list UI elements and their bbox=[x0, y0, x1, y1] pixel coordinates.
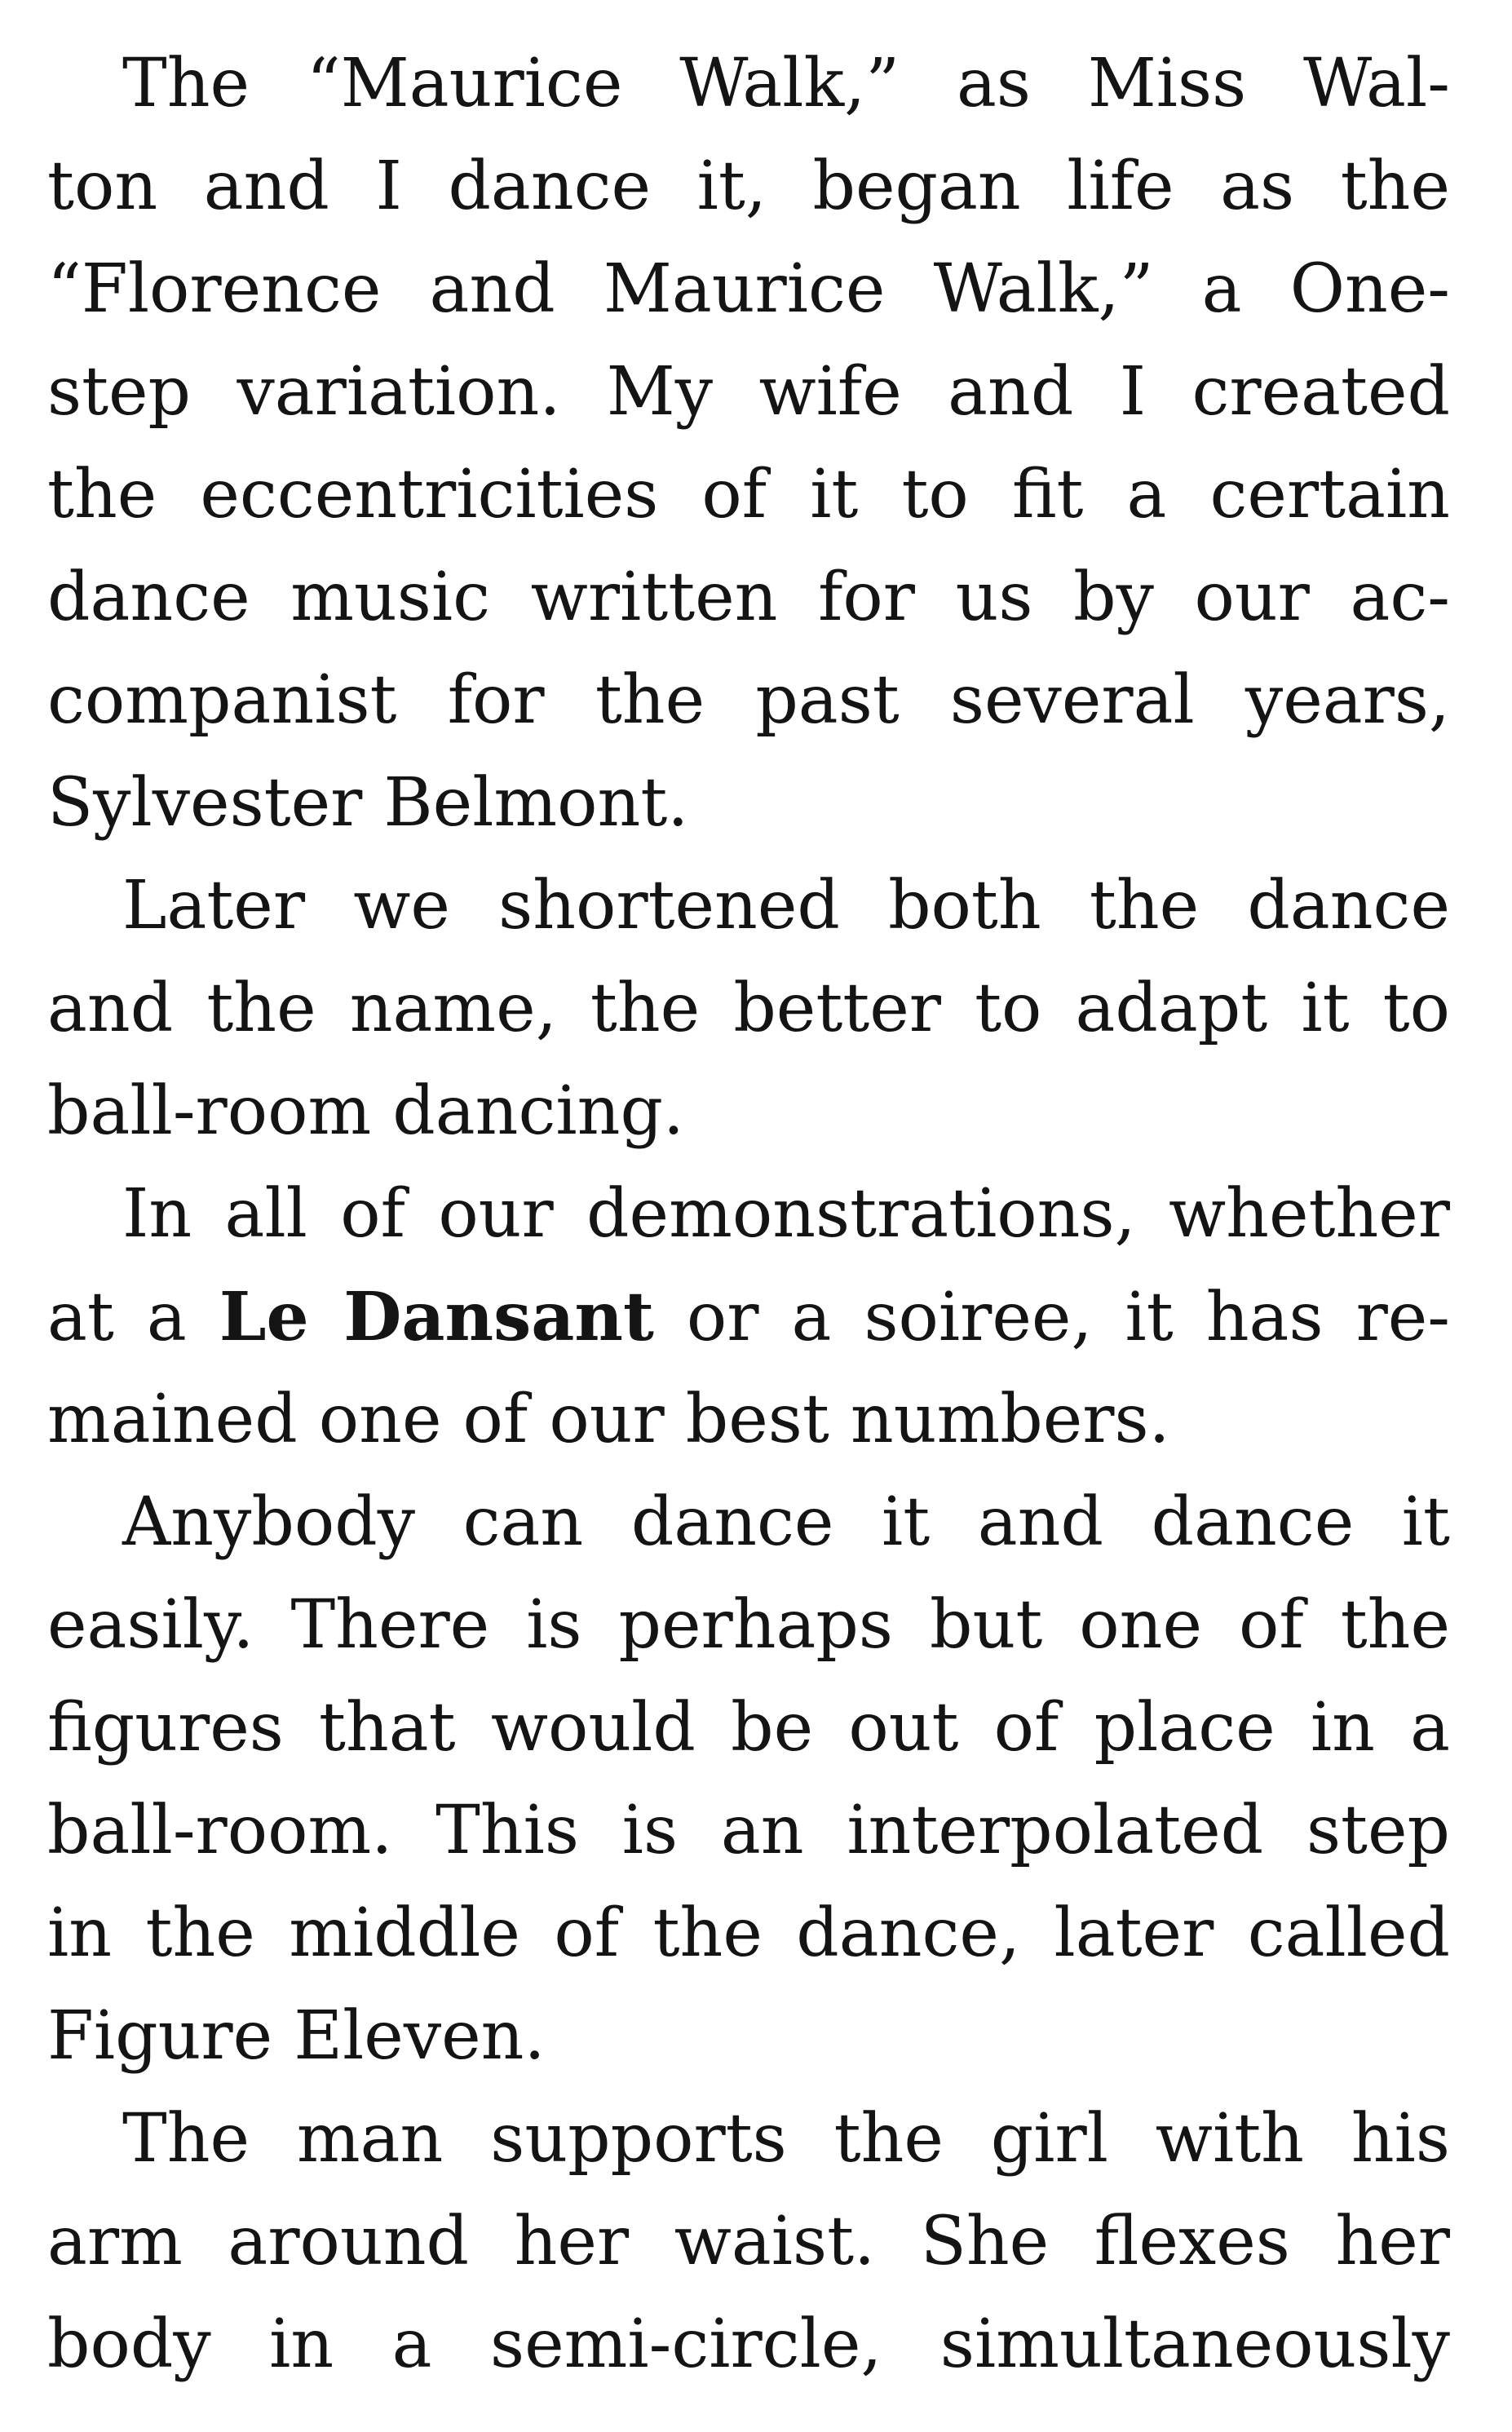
text-line: arm around her waist. She flexes her bbox=[47, 2203, 1450, 2280]
text-line: easily. There is perhaps but one of the bbox=[47, 1586, 1450, 1664]
paragraph-3 bbox=[47, 1163, 1450, 1471]
text-line: ton and I dance it, began life as the bbox=[47, 148, 1450, 225]
text-line: In all of our demonstrations, whether bbox=[122, 1175, 1450, 1253]
text-line: body in a semi-circle, simultaneously bbox=[47, 2306, 1450, 2383]
text-line: Later we shortened both the dance bbox=[122, 867, 1450, 944]
text-line: step variation. My wife and I created bbox=[47, 353, 1450, 431]
paragraph-5 bbox=[47, 2088, 1450, 2396]
text-line: Sylvester Belmont. bbox=[47, 764, 689, 842]
text-segment: or a soiree, it has re- bbox=[653, 1279, 1451, 1356]
text-line: figures that would be out of place in a bbox=[47, 1689, 1450, 1767]
text-line: “Florence and Maurice Walk,” a One- bbox=[47, 250, 1450, 328]
text-line: The man supports the girl with his bbox=[122, 2100, 1450, 2178]
text-line: Figure Eleven. bbox=[47, 1997, 546, 2075]
text-line: and the name, the better to adapt it to bbox=[47, 970, 1450, 1047]
text-segment: at a bbox=[47, 1279, 219, 1356]
book-page bbox=[47, 33, 1450, 2396]
text-line: The “Maurice Walk,” as Miss Wal- bbox=[122, 45, 1450, 122]
paragraph-4 bbox=[47, 1471, 1450, 2088]
text-line: in the middle of the dance, later called bbox=[47, 1895, 1450, 1972]
text-line: mained one of our best numbers. bbox=[47, 1381, 1170, 1458]
le-dansant-bold: Le Dansant bbox=[219, 1278, 654, 1356]
text-line: ball-room dancing. bbox=[47, 1072, 685, 1150]
text-line-with-bold bbox=[47, 1266, 1450, 1369]
text-line: ball-room. This is an interpolated step bbox=[47, 1792, 1450, 1869]
text-line: the eccentricities of it to fit a certain bbox=[47, 456, 1450, 533]
paragraph-1 bbox=[47, 33, 1450, 855]
text-line: dance music written for us by our ac- bbox=[47, 559, 1450, 636]
text-line: companist for the past several years, bbox=[47, 661, 1450, 739]
text-line: Anybody can dance it and dance it bbox=[122, 1484, 1450, 1561]
paragraph-2 bbox=[47, 855, 1450, 1163]
